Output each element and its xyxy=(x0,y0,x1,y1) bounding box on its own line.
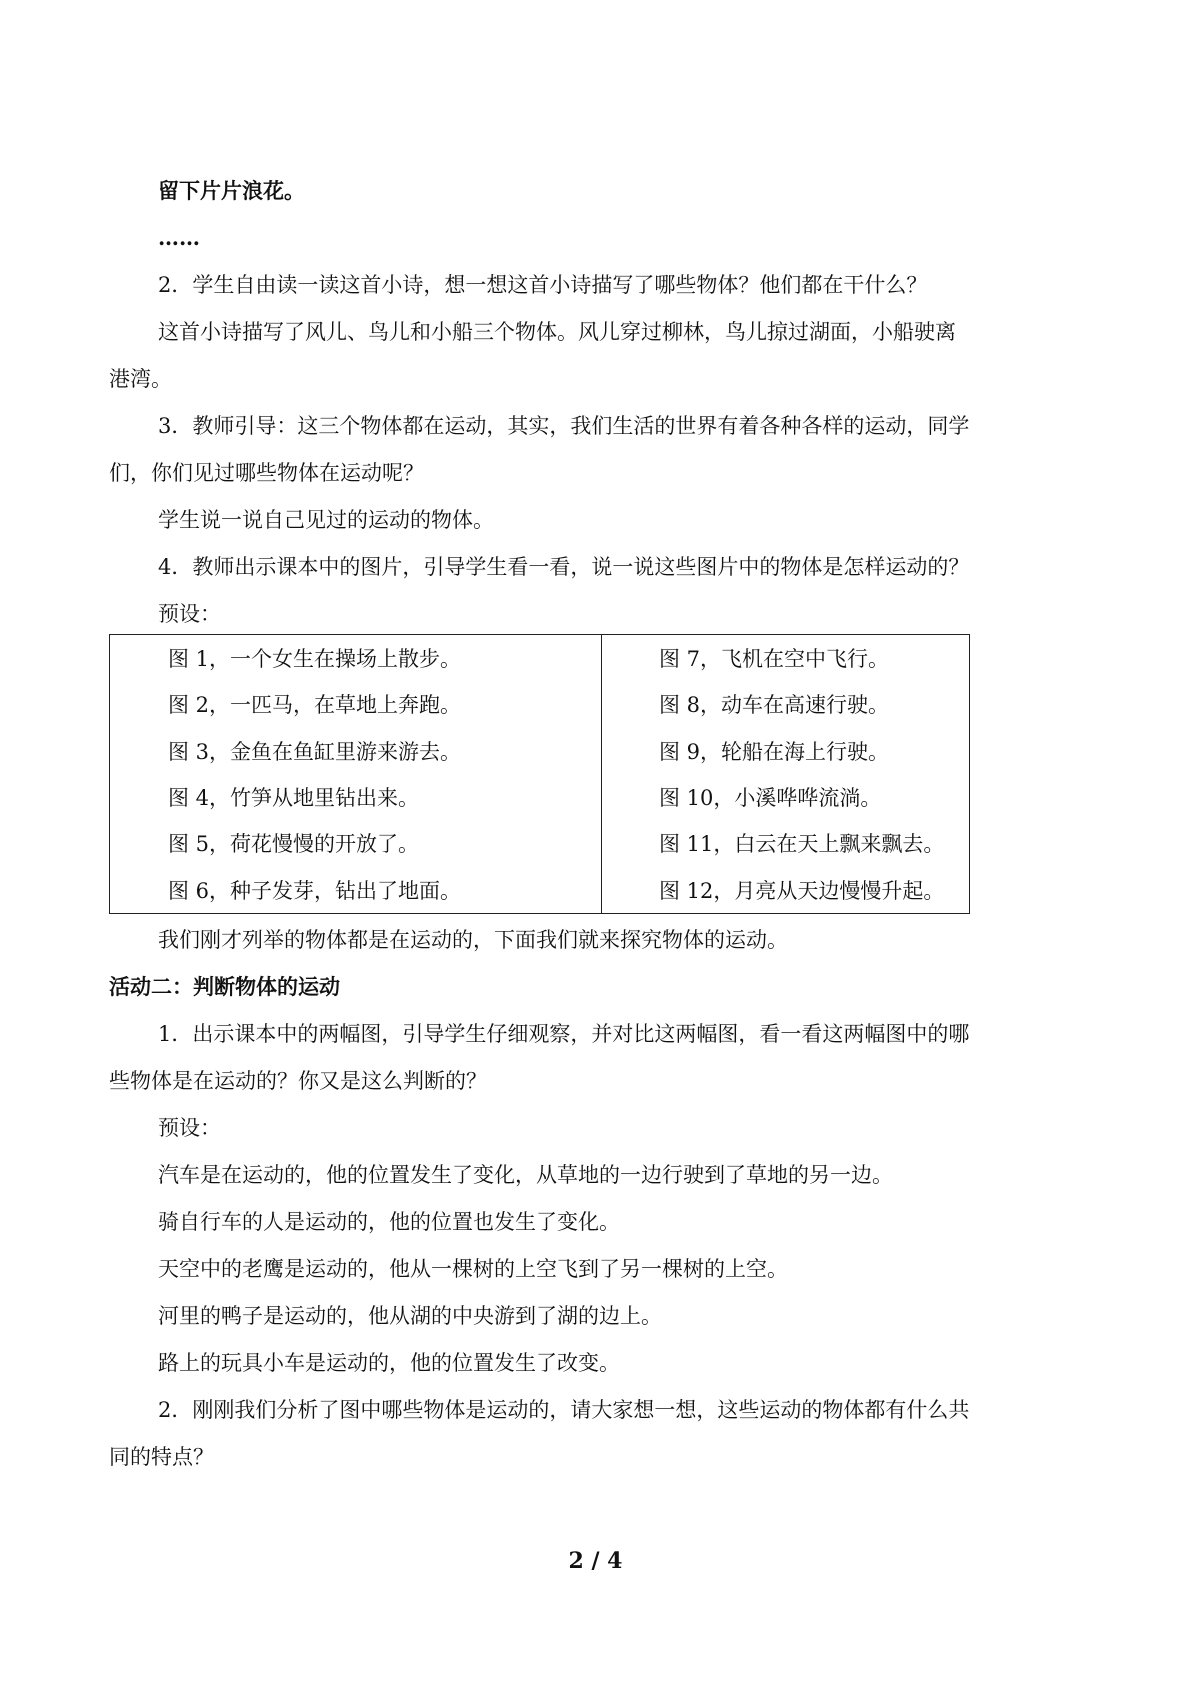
table-cell: 图 8，动车在高速行驶。 xyxy=(602,681,970,727)
preset-answer: 汽车是在运动的，他的位置发生了变化，从草地的一边行驶到了草地的另一边。 xyxy=(158,1163,893,1187)
paragraph-answer-line2: 港湾。 xyxy=(109,367,172,391)
table-cell: 图 10，小溪哗哗流淌。 xyxy=(602,774,970,820)
activity2-step2-line1: 2．刚刚我们分析了图中哪些物体是运动的，请大家想一想，这些运动的物体都有什么共 xyxy=(158,1398,970,1422)
preset-answer: 河里的鸭子是运动的，他从湖的中央游到了湖的边上。 xyxy=(158,1304,662,1328)
table-cell: 图 11，白云在天上飘来飘去。 xyxy=(602,820,970,866)
table-cell: 图 4，竹笋从地里钻出来。 xyxy=(110,774,602,820)
ellipsis: …… xyxy=(158,225,200,250)
table-row xyxy=(110,635,970,682)
table-cell: 图 3，金鱼在鱼缸里游来游去。 xyxy=(110,728,602,774)
table-row xyxy=(110,774,970,820)
activity2-step2-line2: 同的特点？ xyxy=(109,1445,214,1469)
preset-label: 预设： xyxy=(158,602,221,626)
preset-answer: 路上的玩具小车是运动的，他的位置发生了改变。 xyxy=(158,1351,620,1375)
page-number: 2 / 4 xyxy=(568,1548,623,1574)
table-cell: 图 6，种子发芽，钻出了地面。 xyxy=(110,867,602,914)
preset-label: 预设： xyxy=(158,1116,221,1140)
preset-table xyxy=(109,634,970,914)
paragraph-4: 4．教师出示课本中的图片，引导学生看一看，说一说这些图片中的物体是怎样运动的？ xyxy=(158,555,970,579)
activity2-step1-line2: 些物体是在运动的？你又是这么判断的？ xyxy=(109,1069,487,1093)
paragraph-3-line1: 3．教师引导：这三个物体都在运动，其实，我们生活的世界有着各种各样的运动，同学 xyxy=(158,414,970,438)
table-row xyxy=(110,728,970,774)
preset-answer: 骑自行车的人是运动的，他的位置也发生了变化。 xyxy=(158,1210,620,1234)
paragraph-3-line2: 们，你们见过哪些物体在运动呢？ xyxy=(109,461,424,485)
table-cell: 图 5，荷花慢慢的开放了。 xyxy=(110,820,602,866)
table-row xyxy=(110,681,970,727)
section-heading: 活动二：判断物体的运动 xyxy=(109,974,340,999)
table-cell: 图 1，一个女生在操场上散步。 xyxy=(110,635,602,682)
preset-answer: 天空中的老鹰是运动的，他从一棵树的上空飞到了另一棵树的上空。 xyxy=(158,1257,788,1281)
table-cell: 图 12，月亮从天边慢慢升起。 xyxy=(602,867,970,914)
table-cell: 图 9，轮船在海上行驶。 xyxy=(602,728,970,774)
paragraph-transition: 我们刚才列举的物体都是在运动的，下面我们就来探究物体的运动。 xyxy=(158,928,788,952)
table-row xyxy=(110,867,970,914)
paragraph-student-share: 学生说一说自己见过的运动的物体。 xyxy=(158,508,494,532)
table-cell: 图 7，飞机在空中飞行。 xyxy=(602,635,970,682)
paragraph-answer-line1: 这首小诗描写了风儿、鸟儿和小船三个物体。风儿穿过柳林，鸟儿掠过湖面，小船驶离 xyxy=(158,320,956,344)
poem-line: 留下片片浪花。 xyxy=(158,178,305,203)
paragraph-2: 2．学生自由读一读这首小诗，想一想这首小诗描写了哪些物体？他们都在干什么？ xyxy=(158,273,928,297)
activity2-step1-line1: 1．出示课本中的两幅图，引导学生仔细观察，并对比这两幅图，看一看这两幅图中的哪 xyxy=(158,1022,970,1046)
table-cell: 图 2，一匹马，在草地上奔跑。 xyxy=(110,681,602,727)
table-row xyxy=(110,820,970,866)
